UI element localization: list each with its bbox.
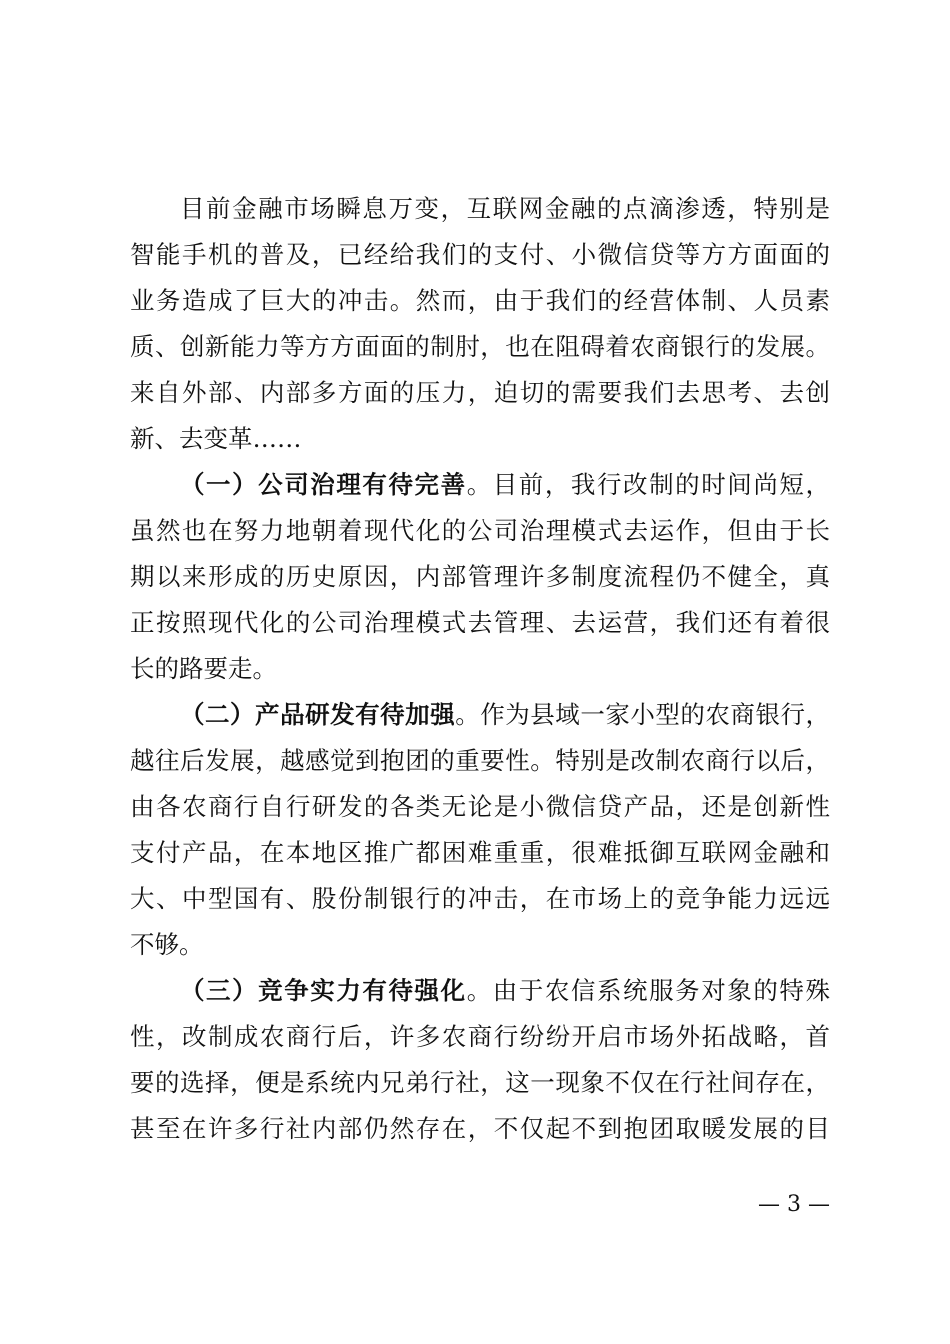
text-line: 甚至在许多行社内部仍然存在，不仅起不到抱团取暖发展的目 (130, 1114, 830, 1143)
text-line: 智能手机的普及，已经给我们的支付、小微信贷等方方面面的 (130, 240, 830, 269)
text-line: 正按照现代化的公司治理模式去管理、去运营，我们还有着很 (130, 608, 830, 637)
paragraph-competition (130, 968, 830, 1152)
text-line: 支付产品，在本地区推广都困难重重，很难抵御互联网金融和 (130, 838, 830, 867)
section-heading: （一）公司治理有待完善 (180, 470, 467, 499)
text-line: 新、去变革…… (130, 424, 302, 453)
text-line: 目前金融市场瞬息万变，互联网金融的点滴渗透，特别是 (180, 194, 830, 223)
text-line: 不够。 (130, 930, 204, 959)
text-line: 由各农商行自行研发的各类无论是小微信贷产品，还是创新性 (130, 792, 830, 821)
paragraph-governance (130, 462, 830, 692)
body-text (130, 186, 830, 1152)
text-line: 业务造成了巨大的冲击。然而，由于我们的经营体制、人员素 (130, 286, 830, 315)
section-heading: （二）产品研发有待加强 (180, 700, 456, 729)
section-heading: （三）竞争实力有待强化 (180, 976, 467, 1005)
text-line: 大、中型国有、股份制银行的冲击，在市场上的竞争能力远远 (130, 884, 830, 913)
text-run: 。由于农信系统服务对象的特殊 (466, 976, 830, 1005)
text-line: 长的路要走。 (130, 654, 277, 683)
text-line: 越往后发展，越感觉到抱团的重要性。特别是改制农商行以后， (130, 746, 830, 775)
text-line: 虽然也在努力地朝着现代化的公司治理模式去运作，但由于长 (130, 516, 830, 545)
paragraph-product (130, 692, 830, 968)
text-run: 。作为县域一家小型的农商银行， (455, 700, 830, 729)
text-line: 来自外部、内部多方面的压力，迫切的需要我们去思考、去创 (130, 378, 830, 407)
text-line (130, 692, 830, 738)
text-run: 。目前，我行改制的时间尚短， (466, 470, 830, 499)
paragraph-intro (130, 186, 830, 462)
text-line: 性，改制成农商行后，许多农商行纷纷开启市场外拓战略，首 (130, 1022, 830, 1051)
text-line: 质、创新能力等方方面面的制肘，也在阻碍着农商银行的发展。 (130, 332, 830, 361)
text-line (130, 968, 830, 1014)
text-line (130, 462, 830, 508)
text-line: 要的选择，便是系统内兄弟行社，这一现象不仅在行社间存在， (130, 1068, 830, 1097)
page-number: — 3 — (758, 1192, 830, 1217)
text-line: 期以来形成的历史原因，内部管理许多制度流程仍不健全，真 (130, 562, 830, 591)
